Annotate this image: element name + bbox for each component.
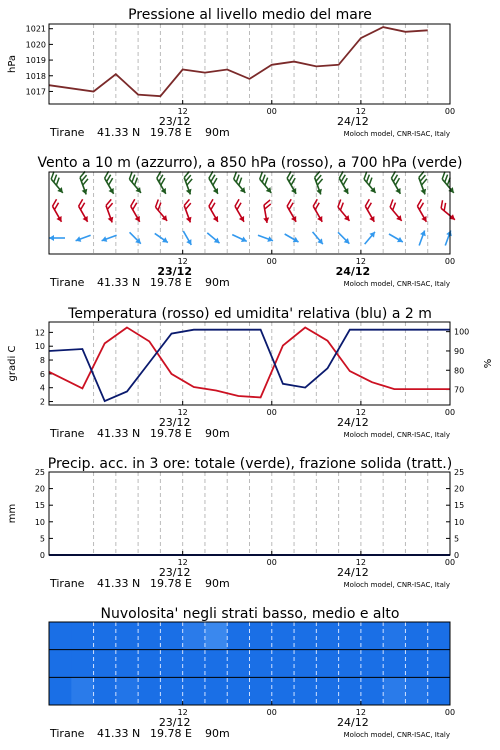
y-axis-label: gradi C — [7, 345, 18, 382]
x-tick-label: 00 — [266, 408, 277, 417]
model-credit: Moloch model, CNR-ISAC, Italy — [343, 431, 450, 439]
wind-barb — [49, 235, 65, 241]
y-tick-label-right: 10 — [454, 517, 465, 527]
wind-barb — [48, 199, 68, 223]
wind-barb — [151, 200, 173, 223]
cloud-cell — [428, 650, 451, 678]
wind-barb — [46, 172, 68, 195]
cloud-cell — [116, 622, 139, 650]
y-axis-label-right: % — [483, 358, 494, 369]
chart-title: Temperatura (rosso) ed umidita' relativa (blu) a 2 m — [68, 306, 432, 322]
cloud-cell — [339, 622, 362, 650]
wind-panel — [37, 155, 462, 289]
cloud-cell — [49, 677, 72, 705]
day-label: 24/12 — [337, 566, 369, 579]
wind-barb — [359, 172, 381, 195]
wind-barb — [205, 231, 221, 246]
cloud-cell — [138, 677, 161, 705]
y-axis-label: mm — [7, 503, 18, 524]
station-lat: 41.33 N — [97, 276, 141, 289]
cloud-cell — [138, 650, 161, 678]
wind-barb — [416, 229, 427, 246]
y-tick-label-right: 100 — [454, 327, 470, 337]
wind-barb — [255, 172, 277, 195]
station-lat: 41.33 N — [97, 577, 141, 590]
x-tick-label: 00 — [266, 107, 277, 116]
day-label: 24/12 — [337, 716, 369, 729]
model-credit: Moloch model, CNR-ISAC, Italy — [343, 581, 450, 589]
y-tick-label: 25 — [34, 468, 45, 477]
station-lat: 41.33 N — [97, 427, 141, 440]
wind-barb — [153, 231, 170, 245]
y-tick-label-right: 5 — [454, 534, 460, 544]
cloud-cell — [272, 622, 295, 650]
wind-barb — [126, 199, 146, 223]
cloud-cell — [49, 650, 72, 678]
cloud-cell — [183, 622, 206, 650]
station-name: Tirane — [50, 727, 85, 740]
y-tick-label: 1020 — [25, 40, 46, 50]
station-elev: 90m — [205, 126, 230, 139]
x-tick-label: 00 — [444, 708, 456, 717]
cloud-cell — [205, 650, 228, 678]
clouds-panel — [49, 606, 455, 740]
x-tick-label: 00 — [266, 257, 277, 266]
chart-title: Vento a 10 m (azzurro), a 850 hPa (rosso), a 700 hPa (verde) — [37, 155, 463, 171]
day-label: 24/12 — [335, 265, 371, 278]
station-lat: 41.33 N — [97, 126, 141, 139]
model-credit: Moloch model, CNR-ISAC, Italy — [343, 130, 450, 138]
y-tick-label-right: 20 — [454, 484, 465, 494]
cloud-cell — [405, 677, 428, 705]
y-tick-label: 0 — [39, 551, 45, 560]
y-tick-label: 8 — [39, 356, 45, 366]
cloud-cell — [316, 622, 339, 650]
y-tick-label: 20 — [34, 484, 45, 494]
cloud-cell — [160, 650, 183, 678]
x-tick-label: 00 — [266, 558, 277, 567]
cloud-cell — [227, 622, 250, 650]
model-credit: Moloch model, CNR-ISAC, Italy — [343, 280, 450, 288]
cloud-cell — [405, 622, 428, 650]
chart-title: Nuvolosita' negli strati basso, medio e alto — [100, 606, 400, 622]
cloud-cell — [405, 650, 428, 678]
x-tick-label: 00 — [444, 408, 456, 417]
cloud-cell — [160, 677, 183, 705]
y-tick-label: 4 — [39, 383, 45, 393]
cloud-cell — [205, 677, 228, 705]
station-lon: 19.78 E — [150, 577, 192, 590]
wind-barb — [204, 199, 224, 223]
cloud-cell — [428, 677, 451, 705]
station-name: Tirane — [50, 126, 85, 139]
cloud-cell — [294, 677, 317, 705]
y-tick-label-right: 25 — [454, 468, 465, 477]
cloud-cell — [94, 677, 117, 705]
y-tick-label: 15 — [34, 501, 45, 511]
wind-barb — [361, 199, 381, 223]
y-tick-label: 6 — [39, 369, 45, 379]
cloud-cell — [361, 677, 384, 705]
wind-barb — [333, 200, 355, 223]
wind-barb — [310, 230, 325, 246]
cloud-cell — [183, 650, 206, 678]
y-tick-label: 2 — [39, 397, 45, 407]
station-elev: 90m — [205, 727, 230, 740]
cloud-cell — [383, 622, 406, 650]
y-tick-label: 1017 — [25, 87, 46, 97]
wind-barb — [437, 172, 459, 195]
wind-barb — [283, 171, 303, 195]
cloud-cell — [250, 650, 273, 678]
y-tick-label-right: 70 — [454, 385, 465, 395]
cloud-cell — [316, 650, 339, 678]
cloud-cell — [316, 677, 339, 705]
wind-barb — [75, 232, 92, 243]
cloud-cell — [294, 622, 317, 650]
x-tick-label: 12 — [177, 408, 188, 417]
day-label: 24/12 — [337, 416, 369, 429]
station-lon: 19.78 E — [150, 427, 192, 440]
y-tick-label: 10 — [34, 517, 45, 527]
cloud-cell — [116, 650, 139, 678]
wind-barb — [125, 172, 147, 195]
plot-frame — [49, 24, 450, 104]
day-label: 23/12 — [158, 115, 191, 128]
station-lon: 19.78 E — [150, 727, 192, 740]
station-elev: 90m — [205, 427, 230, 440]
station-name: Tirane — [50, 577, 85, 590]
cloud-cell — [183, 677, 206, 705]
model-credit: Moloch model, CNR-ISAC, Italy — [343, 731, 450, 739]
wind-barb — [101, 232, 118, 243]
cloud-cell — [227, 650, 250, 678]
y-tick-label: 5 — [39, 534, 45, 544]
day-label: 23/12 — [158, 416, 191, 429]
y-tick-label: 10 — [34, 342, 45, 352]
y-tick-label-right: 90 — [454, 346, 465, 356]
wind-barb — [74, 199, 94, 223]
cloud-cell — [361, 650, 384, 678]
cloud-cell — [272, 677, 295, 705]
y-tick-label: 1021 — [25, 24, 46, 34]
wind-barb — [413, 199, 433, 223]
cloud-cell — [227, 677, 250, 705]
cloud-cell — [339, 650, 362, 678]
x-tick-label: 00 — [266, 708, 277, 717]
cloud-cell — [250, 677, 273, 705]
wind-barb — [362, 230, 377, 246]
wind-barb — [229, 172, 251, 195]
wind-barb — [231, 232, 248, 244]
y-tick-label-right: 15 — [454, 501, 465, 511]
wind-barb — [387, 231, 404, 244]
wind-barb — [127, 230, 143, 246]
cloud-cell — [361, 622, 384, 650]
cloud-cell — [160, 622, 183, 650]
wind-barb — [436, 200, 459, 222]
pressure-line — [49, 27, 428, 96]
cloud-cell — [71, 622, 94, 650]
cloud-cell — [71, 650, 94, 678]
cloud-cell — [294, 650, 317, 678]
cloud-cell — [116, 677, 139, 705]
x-tick-label: 12 — [177, 257, 188, 266]
precip-panel — [7, 456, 464, 590]
y-tick-label: 1019 — [25, 56, 46, 66]
pressure-panel — [7, 7, 455, 139]
cloud-cell — [339, 677, 362, 705]
temperature-panel — [7, 306, 494, 440]
day-label: 24/12 — [337, 115, 369, 128]
wind-barb — [385, 200, 407, 223]
x-tick-label: 12 — [177, 107, 188, 116]
cloud-cell — [205, 622, 228, 650]
wind-barb — [335, 171, 355, 195]
wind-barb — [204, 171, 224, 195]
wind-barb — [442, 229, 453, 246]
x-tick-label: 12 — [355, 408, 366, 417]
cloud-cell — [49, 622, 72, 650]
y-axis-label: hPa — [7, 54, 18, 74]
x-tick-label: 00 — [444, 107, 456, 116]
station-lon: 19.78 E — [150, 276, 192, 289]
chart-title: Precip. acc. in 3 ore: totale (verde), frazione solida (tratt.) — [47, 456, 453, 472]
station-name: Tirane — [50, 427, 85, 440]
wind-barb — [310, 171, 327, 195]
x-tick-label: 12 — [355, 257, 366, 266]
station-name: Tirane — [50, 276, 85, 289]
wind-barb — [415, 171, 432, 195]
wind-barb — [230, 199, 250, 223]
cloud-cell — [94, 622, 117, 650]
wind-barb — [309, 199, 329, 223]
station-lat: 41.33 N — [97, 727, 141, 740]
cloud-cell — [71, 677, 94, 705]
y-tick-label-right: 80 — [454, 366, 465, 376]
x-tick-label: 12 — [355, 558, 366, 567]
y-tick-label: 1018 — [25, 71, 46, 81]
day-label: 23/12 — [157, 265, 192, 278]
y-tick-label-right: 0 — [454, 551, 460, 560]
station-elev: 90m — [205, 276, 230, 289]
day-label: 23/12 — [158, 566, 191, 579]
wind-barb — [76, 171, 93, 195]
wind-barb — [283, 199, 303, 223]
cloud-cell — [383, 650, 406, 678]
cloud-cell — [428, 622, 451, 650]
x-tick-label: 00 — [444, 257, 456, 266]
station-elev: 90m — [205, 577, 230, 590]
day-label: 23/12 — [158, 716, 191, 729]
chart-title: Pressione al livello medio del mare — [128, 7, 372, 23]
station-lon: 19.78 E — [150, 126, 192, 139]
wind-barb — [283, 231, 300, 244]
cloud-cell — [94, 650, 117, 678]
x-tick-label: 12 — [177, 708, 188, 717]
x-tick-label: 00 — [444, 558, 456, 567]
x-tick-label: 12 — [355, 708, 366, 717]
wind-barb — [100, 171, 120, 195]
y-tick-label: 12 — [34, 328, 45, 338]
cloud-cell — [250, 622, 273, 650]
cloud-cell — [383, 677, 406, 705]
x-tick-label: 12 — [177, 558, 188, 567]
wind-barb — [152, 171, 172, 195]
x-tick-label: 12 — [355, 107, 366, 116]
cloud-cell — [138, 622, 161, 650]
wind-barb — [387, 171, 407, 195]
cloud-cell — [272, 650, 295, 678]
